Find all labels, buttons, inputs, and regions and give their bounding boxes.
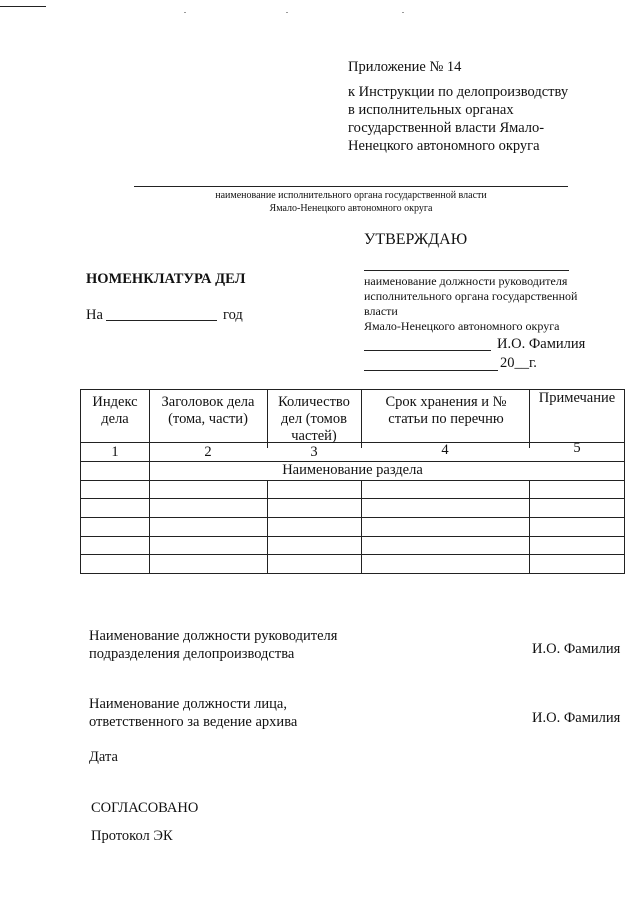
org-caption: наименование исполнительного органа государственной власти	[215, 190, 487, 201]
approver-name: И.О. Фамилия	[497, 336, 586, 352]
header-index: Индекс дела	[92, 394, 138, 427]
header-title: Заголовок дела (тома, части)	[161, 394, 255, 427]
nomenclature-table	[80, 389, 625, 574]
archivist-name: И.О. Фамилия	[532, 710, 621, 726]
column-number: 1	[111, 444, 119, 460]
table-col-divider	[529, 480, 530, 573]
scan-speck	[184, 12, 186, 13]
appendix-line: государственной власти Ямало-	[348, 120, 545, 136]
table-col-divider	[149, 390, 150, 573]
org-caption: Ямало-Ненецкого автономного округа	[269, 203, 433, 214]
appendix-line: в исполнительных органах	[348, 102, 514, 118]
date-label: Дата	[89, 749, 118, 765]
table-col-divider	[361, 480, 362, 573]
column-number: 4	[441, 442, 449, 458]
year-suffix: год	[223, 307, 243, 323]
org-name-line	[134, 186, 568, 187]
column-number: 2	[204, 444, 212, 460]
table-col-divider	[361, 390, 362, 448]
header-note: Примечание	[538, 390, 616, 406]
approve-title: УТВЕРЖДАЮ	[364, 231, 468, 248]
scan-speck	[286, 12, 288, 13]
head-position: подразделения делопроизводства	[89, 646, 295, 662]
appendix-number: Приложение № 14	[348, 59, 462, 75]
approver-caption: наименование должности руководителя	[364, 274, 568, 288]
head-name: И.О. Фамилия	[532, 641, 621, 657]
signature-line	[364, 350, 491, 351]
table-row-divider	[81, 536, 624, 537]
table-col-divider	[267, 390, 268, 448]
header-retention: Срок хранения и № статьи по перечню	[385, 394, 507, 427]
table-row-divider	[81, 498, 624, 499]
approver-position-line	[364, 270, 569, 271]
agreed-title: СОГЛАСОВАНО	[91, 800, 199, 816]
approval-date-suffix: 20__г.	[500, 355, 537, 371]
table-row-divider	[81, 480, 624, 481]
table-row-divider	[81, 554, 624, 555]
scan-corner-line	[0, 6, 46, 7]
column-number: 3	[310, 444, 318, 460]
column-number: 5	[573, 440, 581, 456]
year-line	[106, 320, 217, 321]
year-prefix: На	[86, 307, 103, 323]
table-col-divider	[529, 390, 530, 448]
table-col-divider	[267, 480, 268, 573]
archivist-position: Наименование должности лица,	[89, 696, 287, 712]
appendix-line: Ненецкого автономного округа	[348, 138, 540, 154]
approver-caption: власти	[364, 304, 398, 318]
head-position: Наименование должности руководителя	[89, 628, 338, 644]
archivist-position: ответственного за ведение архива	[89, 714, 298, 730]
section-label: Наименование раздела	[282, 462, 423, 478]
approver-caption: исполнительного органа государственной	[364, 289, 578, 303]
header-count: Количество дел (томов частей)	[278, 394, 350, 444]
scan-speck	[402, 12, 404, 13]
table-row-divider	[81, 517, 624, 518]
approver-caption: Ямало-Ненецкого автономного округа	[364, 319, 560, 333]
approval-date-line	[364, 370, 498, 371]
appendix-line: к Инструкции по делопроизводству	[348, 84, 569, 100]
protocol-label: Протокол ЭК	[91, 828, 173, 844]
doc-title: НОМЕНКЛАТУРА ДЕЛ	[86, 271, 246, 287]
